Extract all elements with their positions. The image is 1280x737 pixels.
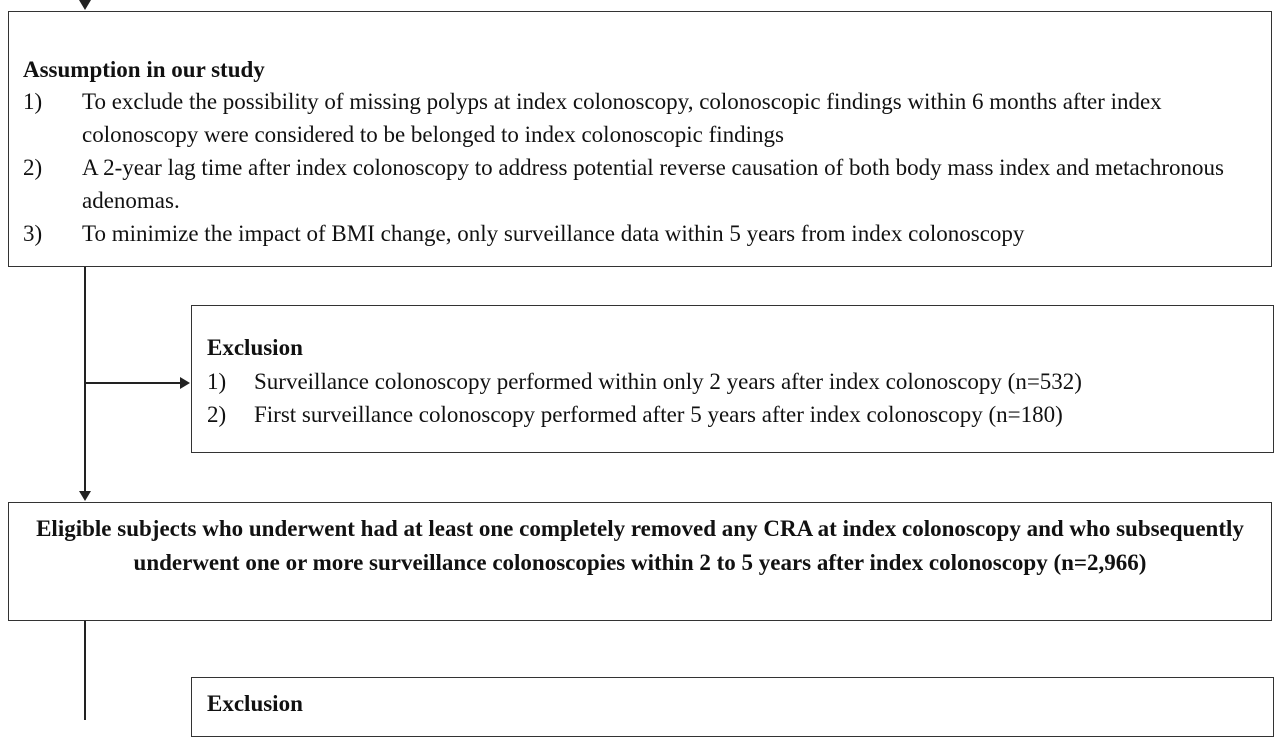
assumption-item-2 <box>23 151 1268 217</box>
assumption-item-3 <box>23 217 1268 250</box>
eligible-subjects-text: Eligible subjects who underwent had at least one completely removed any CRA at index colonoscopy and who subsequently underwent one or more surveillance colonoscopies within 2 to 5 years after index colonoscopy (n=2,966) <box>36 516 1244 575</box>
assumption-item-3-text: To minimize the impact of BMI change, only surveillance data within 5 years from index colonoscopy <box>82 221 1025 246</box>
assumption-heading: Assumption in our study <box>23 57 265 82</box>
assumption-item-1-text: To exclude the possibility of missing polyps at index colonoscopy, colonoscopic findings within 6 months after index colonoscopy were considered to be belonged to index colonoscopic findings <box>82 89 1162 147</box>
top-incoming-arrowhead <box>79 0 91 10</box>
exclusion-1-item-1 <box>207 365 1267 398</box>
exclusion-1-branch-arrowhead <box>180 377 190 389</box>
eligible-subjects-box <box>8 502 1272 621</box>
assumption-item-1-number: 1) <box>23 89 43 114</box>
exclusion-1-item-2-number: 2) <box>207 402 227 427</box>
exclusion-1-item-2 <box>207 398 1267 431</box>
exclusion-box-2 <box>191 677 1274 737</box>
assumption-item-1 <box>23 85 1268 151</box>
assumption-list <box>23 85 1268 250</box>
exclusion-1-list <box>207 365 1267 431</box>
assumption-box <box>8 11 1272 267</box>
main-flow-line-2 <box>84 621 86 720</box>
main-flow-arrowhead-1 <box>79 491 91 501</box>
assumption-item-2-number: 2) <box>23 155 43 180</box>
exclusion-1-item-1-text: Surveillance colonoscopy performed within only 2 years after index colonoscopy (n=532) <box>254 369 1082 394</box>
exclusion-2-heading: Exclusion <box>207 691 303 716</box>
exclusion-box-1 <box>191 305 1274 453</box>
main-flow-line-1 <box>84 267 86 492</box>
exclusion-1-item-1-number: 1) <box>207 369 227 394</box>
assumption-item-2-text: A 2-year lag time after index colonoscopy to address potential reverse causation of both body mass index and metachronous adenomas. <box>82 155 1225 213</box>
exclusion-1-branch-line <box>85 382 181 384</box>
exclusion-1-heading: Exclusion <box>207 335 303 360</box>
exclusion-1-item-2-text: First surveillance colonoscopy performed after 5 years after index colonoscopy (n=180) <box>254 402 1063 427</box>
assumption-item-3-number: 3) <box>23 221 43 246</box>
